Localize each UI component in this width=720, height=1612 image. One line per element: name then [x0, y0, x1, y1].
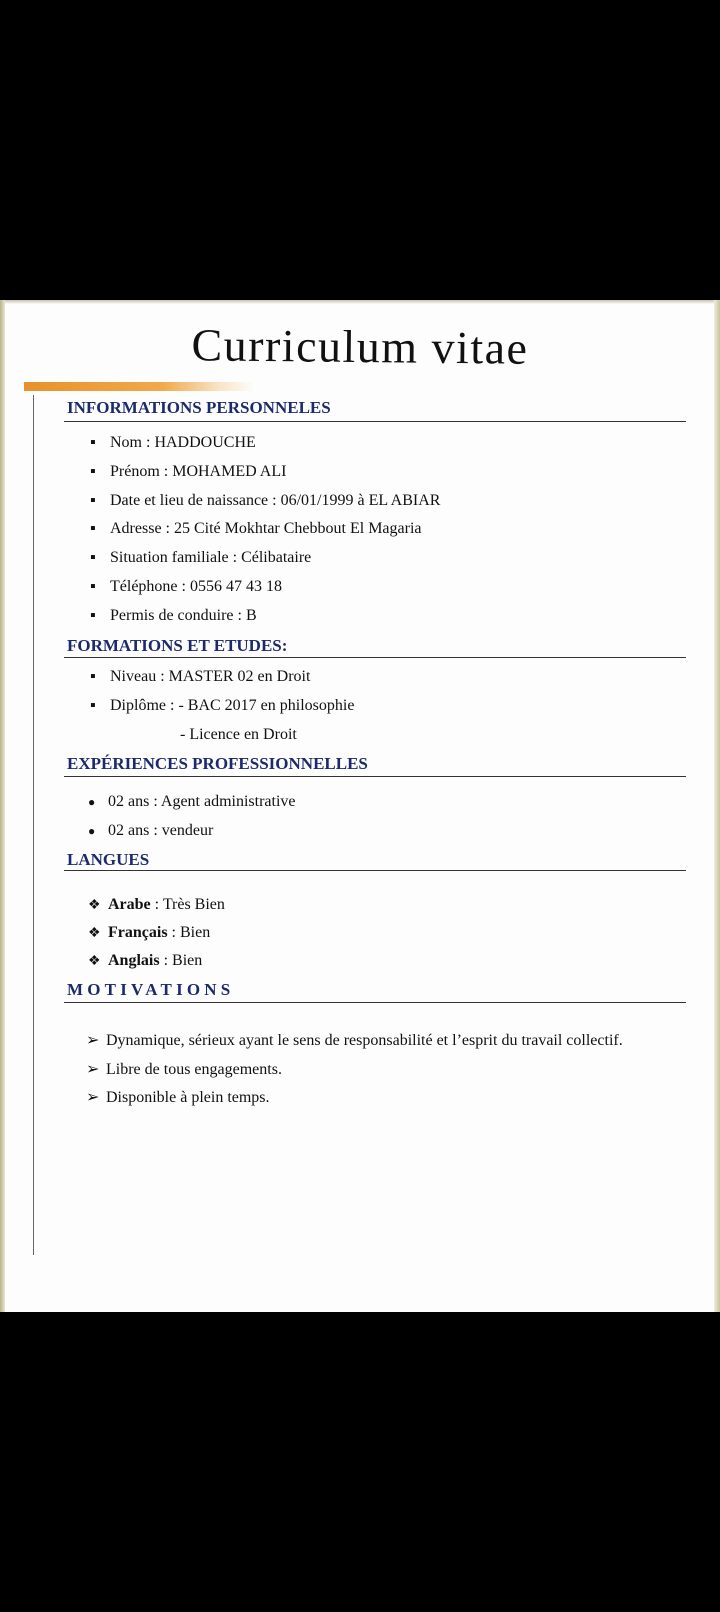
paper-edge — [714, 300, 720, 1312]
section-heading-motivations: MOTIVATIONS — [67, 980, 235, 999]
bullet-square-icon — [90, 668, 110, 686]
section-rule — [64, 1002, 686, 1003]
item-text: 02 ans : vendeur — [108, 822, 214, 839]
item-text: 02 ans : Agent administrative — [108, 793, 296, 810]
language-level: : Très Bien — [150, 896, 225, 913]
list-item — [90, 578, 282, 596]
language-item — [88, 924, 210, 942]
language-item — [88, 952, 202, 970]
bullet-square-icon — [90, 607, 110, 625]
title-accent-bar — [24, 382, 254, 391]
item-text: Niveau : MASTER 02 en Droit — [110, 668, 311, 685]
bullet-square-icon — [90, 492, 110, 510]
bullet-diamond-icon — [88, 953, 108, 970]
section-rule — [64, 421, 686, 422]
bullet-square-icon — [90, 549, 110, 567]
list-item — [90, 520, 422, 538]
item-text: Date et lieu de naissance : 06/01/1999 à EL ABIAR — [110, 492, 441, 509]
list-item — [90, 463, 286, 481]
list-item — [90, 668, 310, 686]
list-item — [90, 607, 257, 625]
list-item — [86, 1087, 270, 1107]
language-item — [88, 896, 225, 914]
list-item — [88, 822, 213, 840]
item-text: Libre de tous engagements. — [106, 1061, 282, 1078]
bullet-square-icon — [90, 697, 110, 715]
list-item — [88, 793, 296, 811]
bullet-arrow-icon — [86, 1030, 106, 1050]
item-text: Prénom : MOHAMED ALI — [110, 463, 287, 480]
document-title: Curriculum vitae — [191, 319, 529, 374]
language-name: Arabe — [108, 896, 151, 913]
list-item — [86, 1059, 282, 1079]
item-text: Adresse : 25 Cité Mokhtar Chebbout El Magaria — [110, 520, 422, 537]
section-heading-education: FORMATIONS ET ETUDES: — [67, 636, 288, 655]
section-rule — [64, 776, 686, 777]
paper-edge — [0, 300, 5, 1312]
list-sub-item: - Licence en Droit — [180, 726, 297, 743]
item-text: Situation familiale : Célibataire — [110, 549, 312, 566]
item-text: Disponible à plein temps. — [106, 1089, 270, 1106]
list-item — [86, 1030, 623, 1050]
bullet-diamond-icon — [88, 897, 108, 914]
section-rule — [64, 870, 686, 871]
list-item — [90, 549, 311, 567]
section-heading-personal: INFORMATIONS PERSONNELES — [67, 398, 331, 417]
list-item — [90, 434, 256, 452]
bullet-square-icon — [90, 520, 110, 538]
bullet-square-icon — [90, 434, 110, 452]
bullet-square-icon — [90, 578, 110, 596]
language-level: : Bien — [167, 924, 211, 941]
item-text: Diplôme : - BAC 2017 en philosophie — [110, 697, 355, 714]
bullet-dot-icon — [88, 794, 108, 810]
item-text: Téléphone : 0556 47 43 18 — [110, 578, 282, 595]
item-text: Permis de conduire : B — [110, 607, 257, 624]
cv-page — [0, 300, 720, 1312]
section-rule — [64, 657, 686, 658]
list-item — [90, 492, 440, 510]
language-name: Français — [108, 924, 168, 941]
paper-edge — [0, 300, 720, 304]
bullet-arrow-icon — [86, 1059, 106, 1079]
bullet-square-icon — [90, 463, 110, 481]
item-text: Nom : HADDOUCHE — [110, 434, 256, 451]
item-text: Dynamique, sérieux ayant le sens de responsabilité et l’esprit du travail collectif. — [106, 1032, 623, 1049]
bullet-arrow-icon — [86, 1087, 106, 1107]
section-heading-languages: LANGUES — [67, 850, 150, 869]
list-item — [90, 697, 354, 715]
margin-line — [33, 395, 34, 1255]
section-heading-experience: EXPÉRIENCES PROFESSIONNELLES — [67, 754, 368, 773]
language-name: Anglais — [108, 952, 160, 969]
bullet-dot-icon — [88, 823, 108, 839]
language-level: : Bien — [159, 952, 203, 969]
bullet-diamond-icon — [88, 925, 108, 942]
